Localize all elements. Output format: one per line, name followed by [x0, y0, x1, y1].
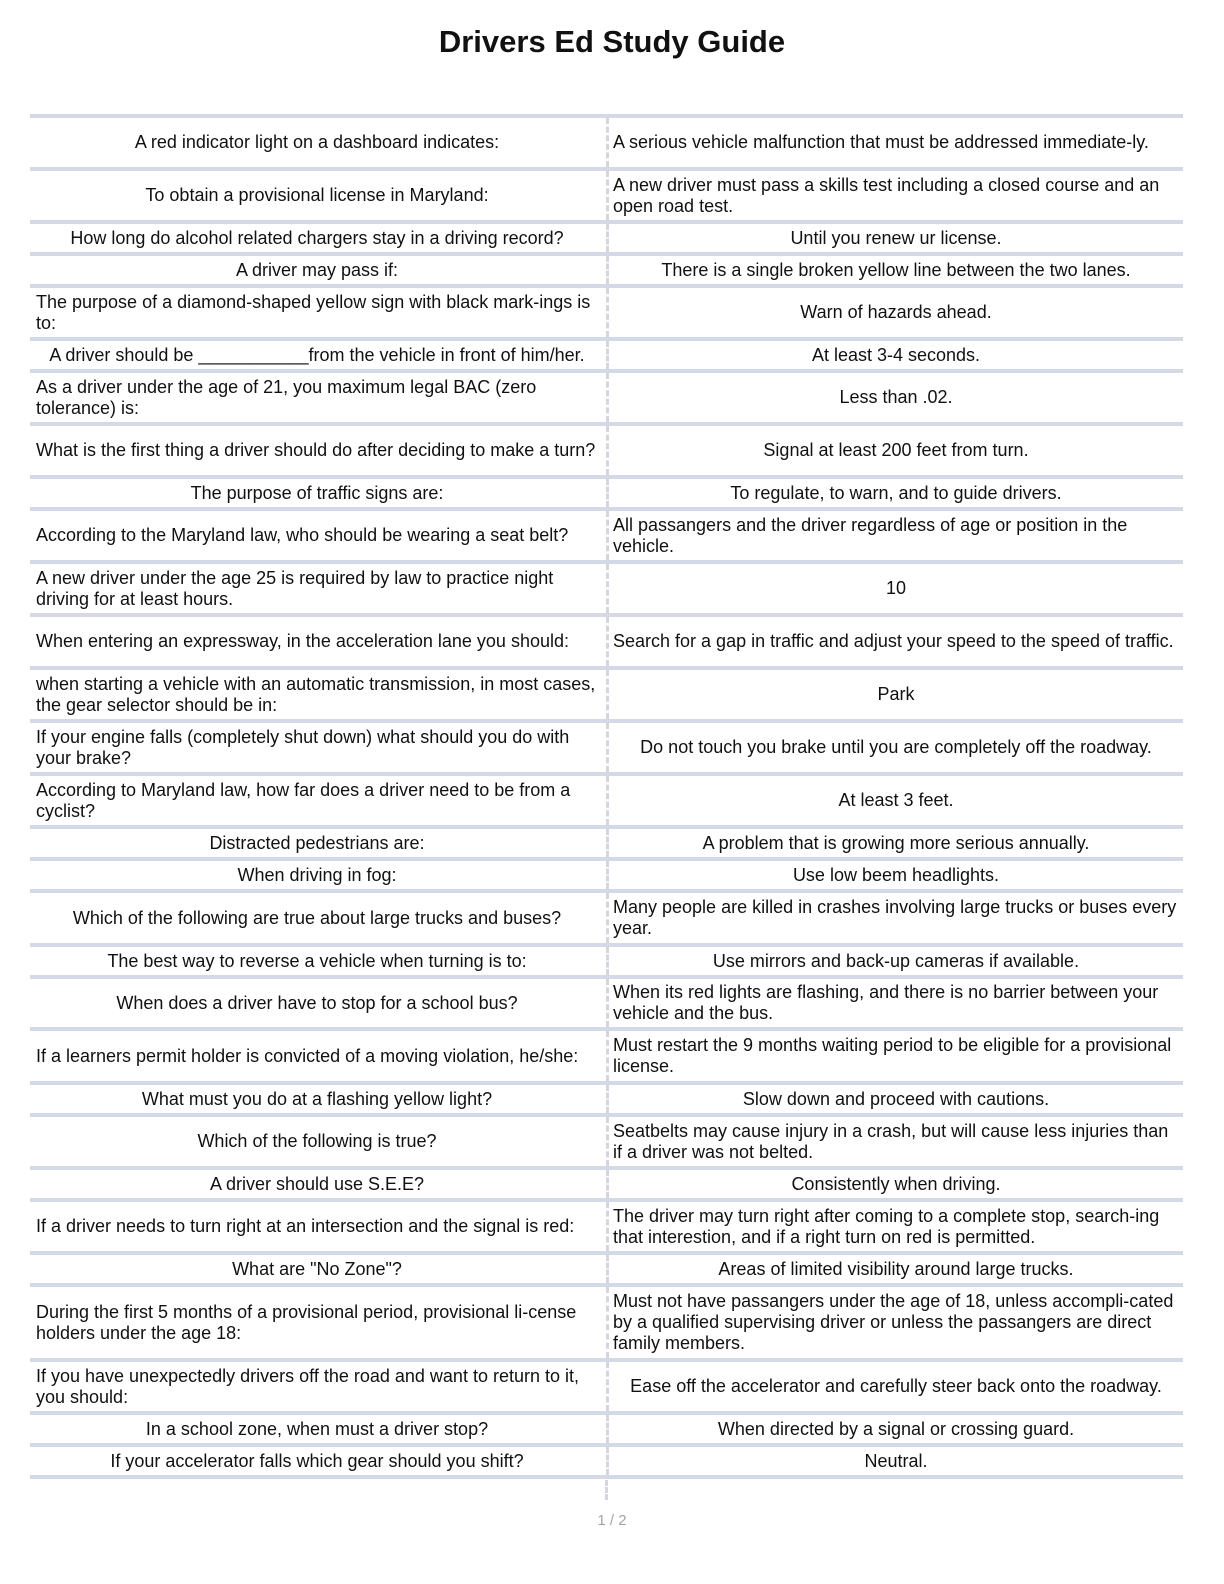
question-cell: [30, 1170, 606, 1198]
question-cell: [30, 224, 606, 252]
answer-cell: [606, 1202, 1183, 1251]
answer-cell: [606, 256, 1183, 284]
answer-cell: [606, 1031, 1183, 1081]
question-cell: [30, 373, 606, 422]
table-row: [30, 284, 1183, 337]
question-cell: [30, 1287, 606, 1358]
table-row: [30, 220, 1183, 252]
question-text: If you have unexpectedly drivers off the road and want to return to it, you should:: [36, 1365, 579, 1407]
table-row: [30, 1443, 1183, 1479]
question-text: when starting a vehicle with an automatic transmission, in most cases, the gear selector should be in:: [36, 673, 596, 715]
answer-cell: [606, 1362, 1183, 1411]
answer-text: 10: [885, 578, 907, 598]
question-text: The purpose of traffic signs are:: [190, 482, 444, 503]
answer-text: Park: [877, 684, 915, 704]
table-row: [30, 943, 1183, 975]
study-guide-table: [30, 114, 1183, 1479]
question-cell: [30, 861, 606, 889]
table-row: [30, 772, 1183, 825]
question-cell: [30, 1255, 606, 1283]
answer-text: Use low beem headlights.: [792, 864, 1000, 885]
answer-text: There is a single broken yellow line between the two lanes.: [661, 259, 1131, 280]
table-row: [30, 1027, 1183, 1081]
answer-cell: [606, 1287, 1183, 1358]
question-text: Which of the following is true?: [197, 1131, 437, 1151]
answer-cell: [606, 1255, 1183, 1283]
question-cell: [30, 341, 606, 369]
answer-cell: [606, 617, 1183, 666]
answer-cell: [606, 947, 1183, 975]
answer-text: The driver may turn right after coming to a complete stop, search-ing that interestion, and if a right turn on red is permitted.: [613, 1205, 1160, 1247]
table-row: [30, 1198, 1183, 1251]
table-row: [30, 825, 1183, 857]
question-text: If your engine falls (completely shut down) what should you do with your brake?: [36, 726, 570, 768]
answer-cell: [606, 670, 1183, 719]
question-text: Which of the following are true about large trucks and buses?: [72, 907, 562, 928]
question-cell: [30, 1415, 606, 1443]
answer-cell: [606, 861, 1183, 889]
question-text: When driving in fog:: [237, 864, 397, 885]
question-text: A red indicator light on a dashboard indicates:: [134, 132, 500, 152]
question-text: As a driver under the age of 21, you maximum legal BAC (zero tolerance) is:: [36, 376, 537, 418]
answer-text: Slow down and proceed with cautions.: [742, 1088, 1050, 1109]
question-cell: [30, 979, 606, 1027]
question-text: Distracted pedestrians are:: [209, 832, 425, 853]
question-cell: [30, 288, 606, 337]
answer-text: At least 3 feet.: [838, 790, 954, 810]
answer-cell: [606, 373, 1183, 422]
answer-cell: [606, 564, 1183, 613]
answer-cell: [606, 829, 1183, 857]
answer-cell: [606, 1170, 1183, 1198]
question-text: What must you do at a flashing yellow light?: [141, 1088, 493, 1109]
column-divider: [605, 1480, 608, 1500]
question-cell: [30, 1085, 606, 1113]
answer-text: A new driver must pass a skills test including a closed course and an open road test.: [613, 174, 1160, 216]
answer-text: When directed by a signal or crossing guard.: [717, 1418, 1075, 1439]
answer-text: Use mirrors and back-up cameras if available.: [712, 950, 1080, 971]
answer-cell: [606, 288, 1183, 337]
question-cell: [30, 171, 606, 220]
question-cell: [30, 256, 606, 284]
answer-cell: [606, 893, 1183, 943]
table-row: [30, 507, 1183, 560]
question-text: What are "No Zone"?: [232, 1258, 402, 1279]
question-cell: [30, 670, 606, 719]
question-cell: [30, 426, 606, 475]
question-text: In a school zone, when must a driver stop?: [145, 1418, 489, 1439]
question-cell: [30, 947, 606, 975]
table-row: [30, 422, 1183, 475]
answer-cell: [606, 171, 1183, 220]
table-row: [30, 857, 1183, 889]
table-row: [30, 369, 1183, 422]
answer-text: Less than .02.: [839, 387, 953, 407]
table-row: [30, 975, 1183, 1027]
answer-cell: [606, 511, 1183, 560]
answer-text: Warn of hazards ahead.: [800, 302, 992, 322]
question-text: What is the first thing a driver should do after deciding to make a turn?: [36, 440, 596, 460]
table-row: [30, 337, 1183, 369]
question-text: How long do alcohol related chargers stay in a driving record?: [70, 227, 564, 248]
table-row: [30, 1411, 1183, 1443]
question-text: During the first 5 months of a provisional period, provisional li-cense holders under the age 18:: [36, 1301, 577, 1343]
table-row: [30, 666, 1183, 719]
answer-cell: [606, 1415, 1183, 1443]
answer-text: Neutral.: [864, 1450, 928, 1471]
answer-cell: [606, 341, 1183, 369]
table-row: [30, 1358, 1183, 1411]
question-text: When entering an expressway, in the acceleration lane you should:: [36, 631, 569, 651]
answer-text: Seatbelts may cause injury in a crash, but will cause less injuries than if a driver was not belted.: [613, 1120, 1169, 1162]
answer-text: Signal at least 200 feet from turn.: [763, 440, 1029, 460]
question-cell: [30, 1362, 606, 1411]
question-text: A driver should use S.E.E?: [209, 1173, 425, 1194]
question-cell: [30, 893, 606, 943]
table-row: [30, 719, 1183, 772]
answer-text: A problem that is growing more serious annually.: [702, 832, 1090, 853]
answer-cell: [606, 776, 1183, 825]
table-row: [30, 1283, 1183, 1358]
question-text: The purpose of a diamond-shaped yellow sign with black mark-ings is to:: [36, 291, 591, 333]
answer-cell: [606, 426, 1183, 475]
table-row: [30, 889, 1183, 943]
answer-cell: [606, 979, 1183, 1027]
answer-cell: [606, 723, 1183, 772]
table-row: [30, 1081, 1183, 1113]
question-text: According to Maryland law, how far does a driver need to be from a cyclist?: [36, 779, 571, 821]
answer-text: Areas of limited visibility around large trucks.: [718, 1258, 1074, 1279]
table-row: [30, 1113, 1183, 1166]
answer-cell: [606, 224, 1183, 252]
question-cell: [30, 118, 606, 167]
answer-text: Until you renew ur license.: [790, 227, 1002, 248]
table-row: [30, 252, 1183, 284]
question-text: A driver should be ___________from the vehicle in front of him/her.: [49, 344, 585, 365]
question-text: To obtain a provisional license in Maryland:: [145, 185, 489, 205]
table-row: [30, 1166, 1183, 1198]
answer-text: At least 3-4 seconds.: [811, 344, 981, 365]
answer-cell: [606, 479, 1183, 507]
answer-text: Must not have passangers under the age of 18, unless accompli-cated by a qualified supervising driver or unless the passangers are direct family members.: [613, 1291, 1174, 1353]
question-cell: [30, 1117, 606, 1166]
answer-cell: [606, 1117, 1183, 1166]
answer-text: Search for a gap in traffic and adjust your speed to the speed of traffic.: [613, 631, 1174, 651]
answer-text: Do not touch you brake until you are completely off the roadway.: [640, 737, 1152, 757]
question-cell: [30, 723, 606, 772]
answer-cell: [606, 1085, 1183, 1113]
table-row: [30, 560, 1183, 613]
question-cell: [30, 564, 606, 613]
question-cell: [30, 1447, 606, 1475]
answer-text: When its red lights are flashing, and there is no barrier between your vehicle and the bus.: [613, 982, 1159, 1023]
answer-text: Consistently when driving.: [791, 1173, 1001, 1194]
table-row: [30, 613, 1183, 666]
question-cell: [30, 617, 606, 666]
question-text: If a driver needs to turn right at an intersection and the signal is red:: [36, 1216, 575, 1236]
table-row: [30, 114, 1183, 167]
question-cell: [30, 829, 606, 857]
answer-text: Many people are killed in crashes involving large trucks or buses every year.: [613, 897, 1177, 938]
table-row: [30, 475, 1183, 507]
answer-cell: [606, 118, 1183, 167]
question-cell: [30, 511, 606, 560]
answer-text: Must restart the 9 months waiting period to be eligible for a provisional license.: [613, 1035, 1172, 1076]
page-title: Drivers Ed Study Guide: [438, 24, 786, 59]
question-text: The best way to reverse a vehicle when turning is to:: [107, 950, 527, 971]
answer-text: Ease off the accelerator and carefully steer back onto the roadway.: [630, 1376, 1162, 1396]
question-text: A driver may pass if:: [235, 259, 399, 280]
table-row: [30, 167, 1183, 220]
question-cell: [30, 1031, 606, 1081]
question-text: When does a driver have to stop for a school bus?: [116, 992, 518, 1013]
answer-text: A serious vehicle malfunction that must be addressed immediate-ly.: [613, 132, 1149, 152]
answer-cell: [606, 1447, 1183, 1475]
question-cell: [30, 1202, 606, 1251]
question-text: If your accelerator falls which gear should you shift?: [110, 1450, 524, 1471]
answer-text: To regulate, to warn, and to guide drivers.: [730, 482, 1062, 503]
answer-text: All passangers and the driver regardless of age or position in the vehicle.: [613, 514, 1128, 556]
page-number: 1 / 2: [597, 1512, 627, 1529]
question-text: According to the Maryland law, who should be wearing a seat belt?: [36, 525, 569, 545]
table-row: [30, 1251, 1183, 1283]
question-cell: [30, 479, 606, 507]
question-text: A new driver under the age 25 is required by law to practice night driving for at least hours.: [36, 567, 554, 609]
question-text: If a learners permit holder is convicted of a moving violation, he/she:: [36, 1045, 579, 1066]
question-cell: [30, 776, 606, 825]
